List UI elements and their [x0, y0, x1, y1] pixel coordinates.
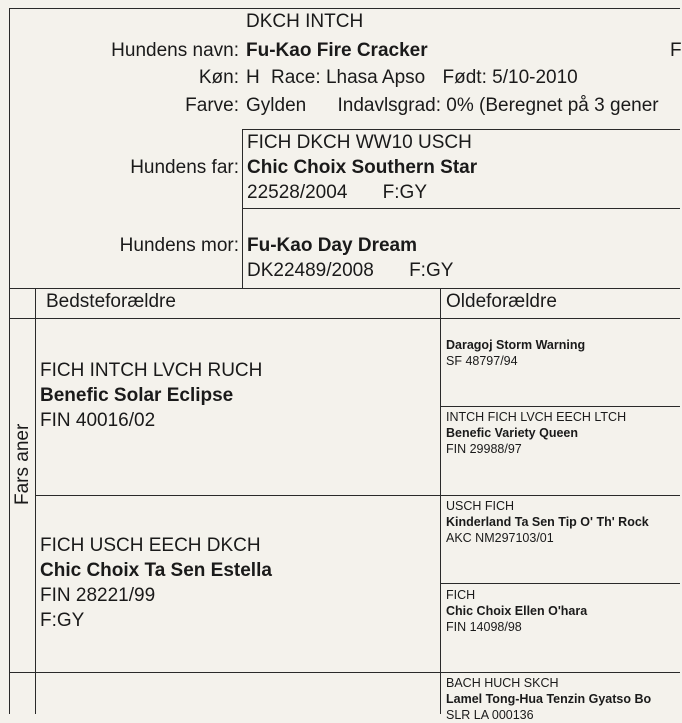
sire-box-top [242, 129, 680, 130]
ggp-4-titles: FICH [446, 588, 476, 602]
ggp-3-reg: AKC NM297103/01 [446, 531, 554, 545]
sire-reg-line [247, 182, 427, 204]
side-label-fars-aner: Fars aner [12, 423, 33, 505]
dam-name: Fu-Kao Day Dream [247, 235, 417, 256]
sire-label: Hundens far: [130, 157, 239, 178]
inbreeding-label: Indavlsgrad: [337, 95, 441, 116]
dog-info-line [246, 67, 578, 89]
outer-left-border [9, 8, 10, 714]
ggp-1-reg: SF 48797/94 [446, 354, 518, 368]
sex-value: H [246, 67, 260, 88]
dog-titles: DKCH INTCH [246, 11, 364, 32]
sire-name: Chic Choix Southern Star [247, 157, 478, 178]
grandparent-1 [40, 358, 262, 433]
grandparent-2-color: F:GY [40, 610, 85, 631]
ggp-3-name: Kinderland Ta Sen Tip O' Th' Rock [446, 515, 649, 529]
dam-reg-line [247, 260, 453, 282]
ggp-5-name: Lamel Tong-Hua Tenzin Gyatso Bo [446, 692, 652, 706]
ggp-2-name: Benefic Variety Queen [446, 426, 579, 440]
great-grandparents-header: Oldeforældre [446, 291, 557, 312]
sire-reg: 22528/2004 [247, 182, 348, 203]
ggp-4-name: Chic Choix Ellen O'hara [446, 604, 588, 618]
ggp-4-reg: FIN 14098/98 [446, 620, 522, 634]
dog-name: Fu-Kao Fire Cracker [246, 40, 428, 61]
grandparent-2 [40, 533, 272, 633]
grandparent-2-titles: FICH USCH EECH DKCH [40, 535, 261, 556]
side-column-divider [35, 288, 36, 714]
grandparent-2-name: Chic Choix Ta Sen Estella [40, 560, 272, 581]
pedigree-header-bottom [9, 318, 680, 319]
side-column-divider-bottom [9, 672, 680, 673]
color-value: Gylden [246, 95, 307, 116]
sire-color: F:GY [382, 182, 428, 203]
ggp-2-reg: FIN 29988/97 [446, 442, 522, 456]
top-border [9, 8, 680, 9]
dog-name-label: Hundens navn: [111, 40, 239, 61]
great-grandparent-5 [446, 675, 651, 723]
color-line [246, 95, 659, 117]
great-grandparent-2 [446, 409, 626, 457]
ggp-5-reg: SLR LA 000136 [446, 708, 534, 722]
ggp-divider-2 [440, 583, 680, 584]
born-value: 5/10-2010 [492, 67, 578, 88]
race-value: Lhasa Apso [325, 67, 426, 88]
grandparents-header: Bedsteforældre [46, 291, 176, 312]
ggp-5-titles: BACH HUCH SKCH [446, 676, 559, 690]
great-grandparent-1 [446, 337, 585, 369]
ggp-1-name: Daragoj Storm Warning [446, 338, 586, 352]
grandparent-1-reg: FIN 40016/02 [40, 410, 156, 431]
dog-name-tail: F [670, 40, 682, 61]
born-label: Født: [442, 67, 487, 88]
grandparent-divider-1 [35, 495, 680, 496]
ggp-3-titles: USCH FICH [446, 499, 515, 513]
grandparent-1-titles: FICH INTCH LVCH RUCH [40, 360, 263, 381]
ggp-divider-1 [440, 406, 680, 407]
ggp-2-titles: INTCH FICH LVCH EECH LTCH [446, 410, 627, 424]
sex-label: Køn: [198, 67, 239, 88]
great-grandparent-3 [446, 498, 649, 546]
great-grandparent-4 [446, 587, 587, 635]
grandparent-2-reg: FIN 28221/99 [40, 585, 156, 606]
dam-color: F:GY [409, 260, 454, 281]
color-label: Farve: [185, 95, 239, 116]
race-label: Race: [271, 67, 321, 88]
dam-label: Hundens mor: [119, 235, 239, 256]
inbreeding-value: 0% (Beregnet på 3 gener [446, 95, 659, 116]
dam-reg: DK22489/2008 [247, 260, 374, 281]
sire-titles: FICH DKCH WW10 USCH [247, 132, 472, 153]
grandparent-1-name: Benefic Solar Eclipse [40, 385, 234, 406]
pedigree-header-top [9, 288, 680, 289]
sire-dam-divider [242, 208, 680, 209]
generation-divider [440, 288, 441, 714]
